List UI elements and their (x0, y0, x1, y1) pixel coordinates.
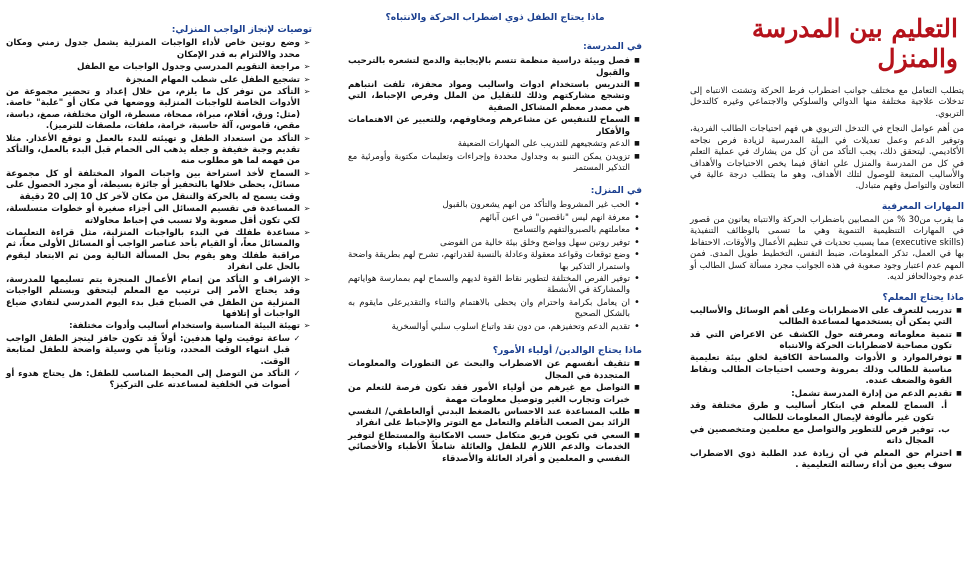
list-item: ■ احترام حق المعلم في أن زيادة عدد الطلبة ذوي الاضطراب سوف يعيق من أداء رسالته التعليمية . (690, 449, 964, 472)
list-item: • ان يعامل بكرامة واحترام وان يحظى بالاهتمام والثناء والتقديرعلى مايقوم به بالشكل الصحيح (348, 298, 642, 321)
dot-bullet-icon (632, 298, 642, 309)
list-item: ✓ التأكد من التوصل إلى المحيط المناسب للطفل: هل يحتاج هدوء أو أصوات في الخلفية لمساعدته على التركيز؟ (6, 369, 302, 392)
list-item: ■ التدريس باستخدام ادوات واساليب ومواد محفزة، تلفت انتباهم وتشجع مشاركتهم وذلك للتقليل من الملل وفرص الإحباط، التي هي مصدر معظم المشاكل الصفية (348, 80, 642, 114)
list-item: ✓ ساعة توقيت ولها هدفين: أولاً قد تكون حافز ليتجز الطفل الواجب قبل انتهاء الوقت المحدد، وثانياً هي وسيلة واضحة للطفل لمتابعة الوقت. (6, 334, 302, 368)
square-bullet-icon (632, 115, 642, 126)
admin-support-list (690, 401, 952, 448)
square-bullet-icon (632, 383, 642, 394)
square-bullet-icon (632, 80, 642, 91)
child-needs-heading: ماذا يحتاج الطفل ذوي اضطراب الحركة والانتباه؟ (385, 12, 605, 23)
list-item: • تقديم الدعم وتحفيزهم، من دون نقد واتباع اسلوب سلبي أوالسخرية (348, 322, 642, 333)
square-bullet-icon (632, 152, 642, 163)
square-bullet-icon (632, 359, 642, 370)
list-item: • توفير روتين سهل وواضح وخلق بيئة خالية من الفوضى (348, 238, 642, 249)
arrow-bullet-icon (302, 62, 312, 73)
dot-bullet-icon (632, 274, 642, 285)
home-needs-list (348, 200, 642, 333)
list-item: ➢ وضع روتين خاص لأداء الواجبات المنزلية يشمل جدول زمني ومكان محدد والالتزام به قدر الإمكان (6, 38, 312, 61)
right-column (682, 0, 974, 586)
list-item: ➢ الإشراف و التأكد من إتمام الأعمال المنجزة يتم تسليمها للمدرسة، وقد يحتاج الأمر إلى ترتيب مع المعلم ليتحقق ويستلم الواجبات المنزلية من الطفل في الصباح قبل بدء اليوم المدرسي لتفادي ضياع الواجبات أو إتلافها (6, 275, 312, 321)
list-item: ➢ السماح لأخذ استراحة بين واجبات المواد المختلفة أو كل مجموعة مسائل، يحظى خلالها بالتحفيز أو جائزة بسيطة، أو مجرد الحصول على وقت يسمح له بالحركة والتنقل من مكان لآخر كل 10 إلى 20 دقيقة (6, 169, 312, 203)
arrow-bullet-icon (302, 228, 312, 239)
arrow-bullet-icon (302, 169, 312, 180)
middle-column (342, 0, 648, 586)
list-item: ➢ تهيئة البيئة المناسبة واستخدام أساليب وأدوات مختلفة: (6, 321, 312, 332)
environment-tools-list (6, 334, 302, 392)
list-item: ■ طلب المساعدة عند الاحساس بالضغط البدني أوالعاطفي/ النفسي الزائد بمن الصعب التأقلم والتعامل مع التوتر والإحباط على انفراد (348, 407, 642, 430)
square-bullet-icon (954, 449, 964, 460)
square-bullet-icon (632, 431, 642, 442)
teacher-needs-heading: ماذا يحتاج المعلم؟ (882, 291, 964, 303)
list-item: • توفير الفرص المختلفة لتطوير نقاط القوة لديهم والسماح لهم بممارسة هواياتهم والمشاركة في الأنشطة (348, 274, 642, 297)
teacher-needs-list (690, 306, 964, 400)
home-heading: في المنزل: (590, 186, 642, 197)
list-item: ■ فصل وبيئة دراسية منظمة تتسم بالإيجابية والدمج لتشعره بالترحيب والقبول (348, 56, 642, 79)
list-item: ■ السعي في تكوين فريق متكامل حسب الامكانية والمستطاع لتوفير الخدمات والدعم اللازم للطفل والعائلة شاملاً الأطباء والأخصائي النفسي و المعلمين و أفراد العائلة والأصدقاء (348, 431, 642, 465)
list-item: • الحب غير المشروط والتأكد من انهم يشعرون بالقبول (348, 200, 642, 211)
list-item: • وضع توقعات وقواعد معقولة وعادلة بالنسبة لقدراتهم، تشرح لهم بطريقة واضحة واستمرار التذكير بها (348, 250, 642, 273)
check-icon (292, 334, 302, 345)
dot-bullet-icon (632, 250, 642, 261)
list-item: ➢ التأكد من توفر كل ما يلزم، من خلال إعداد و تحضير مجموعة من الأدوات الخاصة للواجبات المنزلية ووضعها في مكان أو "علبة" خاصة. (مثل: ورق، أقلام، مبراة، ممحاة، مسطرة، الوان مختلفة، صمغ، دباسة، مقص، قاموس، آلة حاسبة، خرامة، ملفات، ملصقات للترميز). (6, 87, 312, 133)
square-bullet-icon (954, 389, 964, 400)
list-item: ■ توفرالموارد و الأدوات والمساحة الكافية لخلق بيئة تعليمية مناسبة للطالب وذلك بمرونة وحسب احتياجات الطالب ونقاط القوة والضعف عنده. (690, 353, 964, 387)
teacher-needs-list-end (690, 449, 964, 472)
parents-needs-heading: ماذا يحتاج الوالدين/ أولياء الأمور؟ (492, 345, 642, 357)
page-title: التعليم بين المدرسة والمنزل (751, 14, 958, 73)
list-item: ب. توفير فرص للتطوير والتواصل مع معلمين ومتخصصين في المجال ذاته (690, 425, 950, 447)
list-item: • معرفة انهم ليس "ناقصين" في اعين آبائهم (348, 213, 642, 224)
list-item: ■ تنمية معلوماته ومعرفته حول الكشف عن الاعراض التي قد تكون مصاحبة لاضطرابات الحركة والانتباه (690, 330, 964, 353)
homework-tips-list (6, 38, 312, 333)
list-item: ■ تقديم الدعم من إدارة المدرسة تشمل: (690, 389, 964, 400)
cognitive-skills-heading: المهارات المعرفية (881, 200, 964, 212)
school-heading: في المدرسة: (583, 42, 642, 53)
arrow-bullet-icon (302, 134, 312, 145)
arrow-bullet-icon (302, 87, 312, 98)
square-bullet-icon (954, 306, 964, 317)
arrow-bullet-icon (302, 38, 312, 49)
intro-paragraph-1: يتطلب التعامل مع مختلف جوانب اضطراب فرط الحركة وتشتت الانتباه إلى تدخلات علاجية مختلفة منها الدوائي والسلوكي والاجتماعي وغيره كالتدخل التربوي. (690, 86, 964, 119)
homework-tips-heading: توصيات لإنجاز الواجب المنزلي: (171, 24, 312, 35)
list-item: ➢ المساعدة في تقسيم المسائل الى أجزاء صغيرة أو خطوات متسلسلة، لكي تكون أقل صعوبة ولا تسبب في إحباط محاولاته (6, 204, 312, 227)
arrow-bullet-icon (302, 204, 312, 215)
parents-needs-list (348, 359, 642, 465)
square-bullet-icon (632, 407, 642, 418)
cognitive-skills-paragraph: ما يقرب من30 % من المصابين باضطراب الحركة والانتباه يعانون من قصور في المهارات التنظيمية التنموية وهي ما تسمى بالوظائف التنفيذية (executive skills) مما يسبب تحديات في تنظيم الأعمال والأوقات، الاحتفاظ بها في العمل، تذكر المعلومات، ضبط النفس، التخطيط طويل المدى. فمن المهم عدم اعتبار وجود صعوبة في هذه الجوانب مجرد مسألة كسل الطالب أو عدم وجودالحافز لديه. (690, 215, 964, 283)
arrow-bullet-icon (302, 321, 312, 332)
square-bullet-icon (954, 330, 964, 341)
list-item: ■ التواصل مع غيرهم من أولياء الأمور فقد تكون فرصة للتعلم من خبرات وتجارب الغير وتوصيل معلومات مهمة (348, 383, 642, 406)
list-item: أ. السماح للمعلم في ابتكار أساليب و طرق مختلفة وقد تكون غير مألوفة لإيصال المعلومات للطالب (690, 401, 948, 423)
school-needs-list (348, 56, 642, 174)
check-icon (292, 369, 302, 380)
list-item: • معاملتهم بالصبروالتفهم والتسامح (348, 225, 642, 236)
list-item: ■ الدعم وتشجيعهم للتدريب على المهارات الضعيفة (348, 139, 642, 150)
dot-bullet-icon (632, 213, 642, 224)
dot-bullet-icon (632, 322, 642, 333)
intro-paragraph-2: من أهم عوامل النجاح في التدخل التربوي هي فهم احتياجات الطالب الفردية، وتوفير الدعم وعمل تعديلات في البيئة المدرسية لزيادة فرص نجاحه الأكاديمي. ليتحقق ذلك، يجب التأكد من أن كل من يشارك في عملية التعلم في كل من المدرسة والمنزل على اتفاق فيما يخص الاحتياجات والأهداف والأساليب المتبعة للوصول لتلك الأهداف، وهو ما يتطلب درجة عالية في التعاون والتواصل وفهم متبادل. (690, 124, 964, 192)
dot-bullet-icon (632, 200, 642, 211)
list-item: ➢ التأكد من استعداد الطفل و تهيئته للبدء بالعمل و توقع الأعذار. مثلا تقديم وجبة خفيفة و جعله يذهب الى الحمام قبل البدء بالعمل، والتأكد من فهمه لما هو مطلوب منه (6, 134, 312, 168)
dot-bullet-icon (632, 238, 642, 249)
left-column (0, 0, 316, 586)
list-item: ■ تزويدن يمكن التنبو به وجداول محددة وإجراءات وتعليمات مكتوبة وأومرئية مع التذكير المستمر (348, 152, 642, 175)
square-bullet-icon (954, 353, 964, 364)
list-item: ➢ مساعدة طفلك في البدء بالواجبات المنزلية، مثل قراءة التعليمات والمسائل معاً، أو القيام بأحد عناصر الواجب أو المسائل الأولى معاً، ثم مراقبة طفلك وهو يقوم بحل المسألة التالية ومن ثم الابتعاد ليقوم بالحل على انفراد (6, 228, 312, 274)
arrow-bullet-icon (302, 75, 312, 86)
list-item: ■ تدريب للتعرف على الاضطرابات وعلى أهم الوسائل والأساليب التي يمكن أن يستخدمها لمساعدة الطالب (690, 306, 964, 329)
list-item: ■ تثقيف أنفسهم عن الاضطراب والبحث عن التطورات والمعلومات المتجددة في المجال (348, 359, 642, 382)
square-bullet-icon (632, 139, 642, 150)
arrow-bullet-icon (302, 275, 312, 286)
square-bullet-icon (632, 56, 642, 67)
list-item: ■ السماح للتنفيس عن مشاعرهم ومخاوفهم، وللتعبير عن الاهتمامات والأفكار (348, 115, 642, 138)
list-item: ➢ مراجعة التقويم المدرسي وجدول الواجبات مع الطفل (6, 62, 312, 73)
dot-bullet-icon (632, 225, 642, 236)
list-item: ➢ تشجيع الطفل على شطب المهام المنجزة (6, 75, 312, 86)
